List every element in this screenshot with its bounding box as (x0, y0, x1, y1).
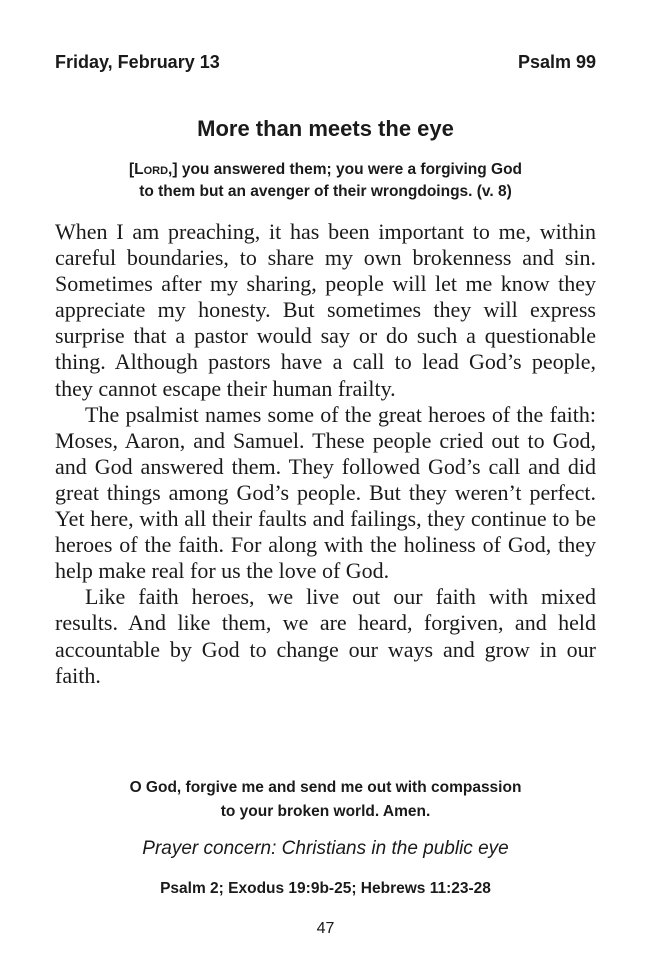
body-paragraph-3: Like faith heroes, we live out our faith with mixed results. And like them, we are heard, forgiven, and held accountable by God to change our ways and grow in our faith. (55, 584, 596, 688)
header-scripture-reference: Psalm 99 (517, 52, 596, 72)
bracket-open: [ (128, 161, 135, 178)
body-paragraph-2: The psalmist names some of the great heroes of the faith: Moses, Aaron, and Samuel. These people cried out to God, and God answered them. They followed God’s call and did great things among God’s people. But they weren’t perfect. Yet here, with all their faults and failings, they continue to be heroes of the faith. For along with the holiness of God, they help make real for us the love of God. (55, 401, 596, 584)
lord-small-caps: Lord (134, 161, 169, 178)
closing-prayer (55, 776, 596, 824)
closing-prayer-line-2: to your broken world. Amen. (220, 803, 431, 820)
devotional-page (55, 0, 596, 975)
devotion-body (55, 219, 596, 689)
body-paragraph-1: When I am preaching, it has been important to me, within careful boundaries, to share my own brokenness and sin. Sometimes after my sharing, people will let me know they appreciate my honesty. But sometimes they will express surprise that a pastor would say or do such a questionable thing. Although pastors have a call to lead God’s people, they cannot escape their human frailty. (55, 219, 596, 401)
bracket-close: ,] (168, 161, 178, 178)
page-number: 47 (316, 920, 335, 937)
closing-prayer-line-1: O God, forgive me and send me out with compassion (129, 779, 522, 796)
key-verse (55, 159, 596, 203)
prayer-concern: Prayer concern: Christians in the public eye (142, 838, 509, 859)
page-header (55, 52, 596, 73)
key-verse-line-1-text: you answered them; you were a forgiving God (177, 161, 523, 178)
key-verse-line-2: to them but an avenger of their wrongdoings. (v. 8) (139, 183, 512, 200)
devotion-title: More than meets the eye (197, 116, 454, 141)
daily-readings: Psalm 2; Exodus 19:9b-25; Hebrews 11:23-28 (160, 880, 491, 897)
key-verse-line-1 (55, 159, 596, 181)
header-date: Friday, February 13 (55, 52, 220, 72)
